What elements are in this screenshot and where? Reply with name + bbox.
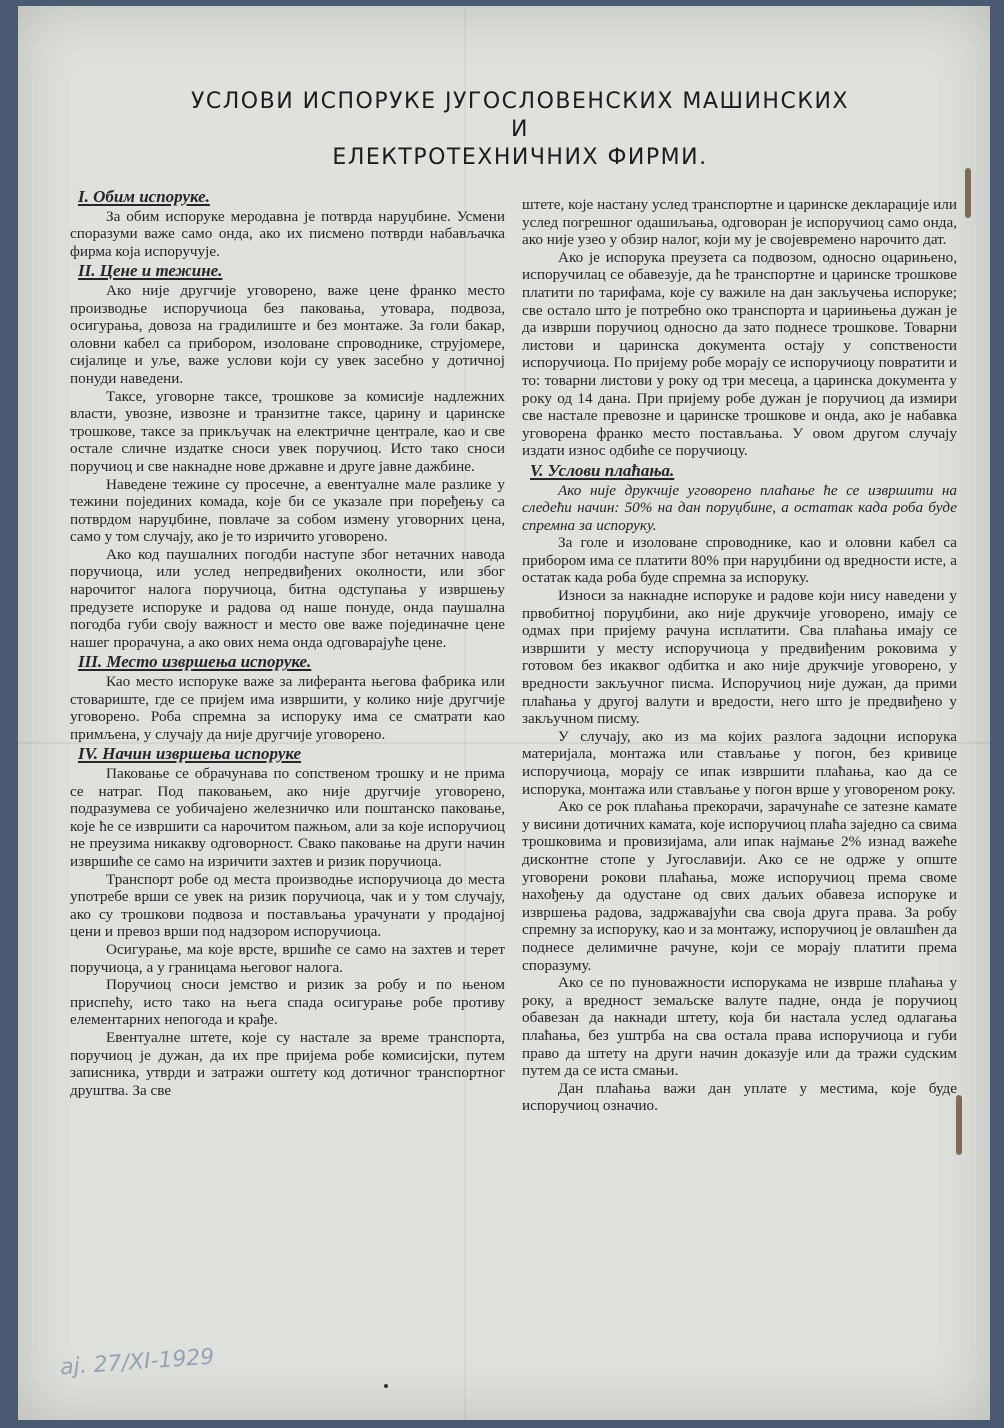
pencil-annotation: ај. 27/XI-1929 [59, 1344, 216, 1381]
paragraph: У случају, ако из ма којих разлога задоцни испорука материјала, монтажа или стављање у погон, без кривице испоручиоца, морају се ипак извршити плаћања, као да се испорука, монтажа или стављање у погон врше у уговореном року. [522, 727, 957, 798]
paragraph: Транспорт робе од места производње испоручиоца до места употребе врши се увек на ризик поручиоца, чак и у том случају, ако су трошкови подвоза и постављања урачунати у продајној цени и превоз врши под надзором испоручиоца. [70, 870, 505, 941]
section-heading-method: IV. Начин извршења испоруке [78, 744, 302, 764]
paragraph-continued: штете, које настану услед транспортне и царинске декларације или услед погрешног одашиљања, одговоран је испоручиоц само онда, ако није узео у обзир налог, који му је својевремено нарочито дат. [522, 196, 957, 249]
paragraph: Ако код паушалних погодби наступе због нетачних навода поручиоца, или услед непредвиђених околности, или због нарочитог налога поручиоца, битна одступања у извршењу предузете испоруке и радова од наше понуде, онда паушална погодба губи своју важност и место ове важе појединачне цене нашег прорачуна, а ако ових нема онда одговарајуће цене. [70, 545, 505, 651]
paragraph: Таксе, уговорне таксе, трошкове за комисије надлежних власти, увозне, извозне и транзитне таксе, царину и царинске трошкове, таксе за прикључак на електричне централе, као и све остале сличне издатке сноси увек поручиоц. Исто тако сноси поручиоц и све накнадне нове државне и друге јавне дажбине. [70, 387, 505, 475]
paragraph: Осигурање, ма које врсте, вршиће се само на захтев и терет поручиоца, а у границама његовог налога. [70, 940, 505, 976]
paragraph: Ако се по пуноважности испорукама не изврше плаћања у року, а вредност земаљске валуте падне, онда је поручиоц обавезан да накнади штету, која би настала услед одлагања плаћања, без уштрба на сва остала права испоручиоца и губи право да штету на други начин доказује или да тражи судским путем да се иста смањи. [522, 974, 957, 1080]
paragraph: Ако је испорука преузета са подвозом, односно оцарињено, испоручилац се обавезује, да ће транспортне и царинске трошкове платити по тарифама, које су важиле на дан закључења испоруке; све остало што је потребно око транспорта и цариињења дужан је да изврши поручиоц односно да зато поднесе трошкове. Товарни листови и царинска документа остају у сопствености испоручиоца. По пријему робе морају се испоручиоцу повратити и то: товарни листови у року од три месеца, а царинска документа у року од 14 дана. При пријему робе дужан је поручиоц да измири све настале превозне и царинске трошкове и онда, ако је набавка уговорена франко место постављања. У овом другом случају издати износ одбиће се поручиоцу. [522, 248, 957, 460]
rust-stain [965, 168, 971, 218]
paragraph: За обим испоруке меродавна је потврда наруџбине. Усмени споразуми важе само онда, ако их писмено потврди набављачка фирма која испоручује. [70, 207, 505, 260]
paragraph: Наведене тежине су просечне, а евентуалне мале разлике у тежини појединих комада, које би се указале при поређењу са потврдом наруџбине, повлаче за собом измену уговорних цена, само у том случају, ако је то изричито уговорено. [70, 475, 505, 546]
right-column [522, 196, 957, 1115]
paragraph: Ако није другчије уговорено, важе цене франко место производње испоручиоца без паковања, утовара, подвоза, осигурања, довоза на градилиште и без монтаже. За голи бакар, оловни кабел са прибором, изоловане спроводнике, струјомере, сијалице и уље, важе услови који су увек засебно у дотичној понуди наведени. [70, 281, 505, 387]
paragraph: Износи за накнадне испоруке и радове који нису наведени у првобитној поруџбини, ако није друкчије уговорено, имају се одмах при пријему рачуна исплатити. Сва плаћања имају се извршити у месту испоручиоца у предвиђеним роковима у готовом без икаквог одбитка и ако није друкчије уговорено, у вредности закључног писма. Испоручиоц није дужан, да прими плаћања у другој валути и вредости, него што је предвиђено у закључном писму. [522, 587, 957, 728]
paragraph: Евентуалне штете, које су настале за време транспорта, поручиоц је дужан, да их пре пријема робе комисијски, путем записника, утврди и затражи оштету код дотичног транспортног друштва. За све [70, 1028, 505, 1099]
title-line-1: УСЛОВИ ИСПОРУКЕ ЈУГОСЛОВЕНСКИХ МАШИНСКИХ [191, 89, 849, 114]
paragraph: Паковање се обрачунава по сопственом трошку и не прима се натраг. Под паковањем, ако није другчије уговорено, подразумева се уобичајено железничко или поштанско паковање, које ће се извршити са нарочитом пажњом, али за које испоручиоц не преузима никакву одговорност. Свако паковање на други начин извршиће се само на изричити захтев и ризик поручиоца. [70, 765, 505, 870]
ink-dot [384, 1384, 388, 1388]
title-line-2: И [511, 117, 529, 142]
left-column [70, 188, 505, 1099]
paragraph: Ако се рок плаћања прекорачи, зарачунаће се затезне камате у висини дотичних камата, које испоручиоц плаћа заједно са свима трошковима и провизијама, али ипак најмање 2% изнад важеће дисконтне стопе у Југославији. Ако се не одрже у опште уговорени рокови плаћања, може испоручиоц према своме нахођењу да одустане од свих даљих обавеза испоруке и извршења радова, задржавајући сва своја друга права. За робу спремну за испоруку, као и за монтажу, испоручиоц је овлашћен да поднесе делимичне рачуне, који се морају платити према споразуму. [522, 798, 957, 974]
section-heading-place: III. Место извршења испоруке. [78, 652, 312, 672]
section-heading-scope: I. Обим испоруке. [78, 187, 210, 206]
paragraph: Дан плаћања важи дан уплате у местима, које буде испоручиоц означио. [522, 1079, 957, 1115]
paragraph-emphasis: Ако није друкчије уговорено плаћање ће се извршити на следећи начин: 50% на дан поруџбине, а остатак када роба буде спремна за испоруку. [522, 481, 957, 534]
document-title [100, 88, 940, 172]
paragraph: Поручиоц сноси јемство и ризик за робу и по њеном приспећу, исто тако на њега спада осигурање робе противу елементарних непогода и крађе. [70, 976, 505, 1029]
title-line-3: ЕЛЕКТРОТЕХНИЧНИХ ФИРМИ. [332, 145, 708, 170]
section-heading-payment: V. Услови плаћања. [530, 460, 675, 480]
paragraph: За голе и изоловане спроводнике, као и оловни кабел са прибором има се платити 80% при наруџбини од вредности исте, а остатак када роба буде спремна за испоруку. [522, 534, 957, 587]
paragraph: Као место испоруке важе за лиферанта његова фабрика или стовариште, где се пријем има извршити, у колико није другчије уговорено. Роба спремна за испоруку има се сматрати као примљена, у случају да није другчије уговорено. [70, 673, 505, 743]
section-heading-prices: II. Цене и тежине. [78, 261, 223, 281]
